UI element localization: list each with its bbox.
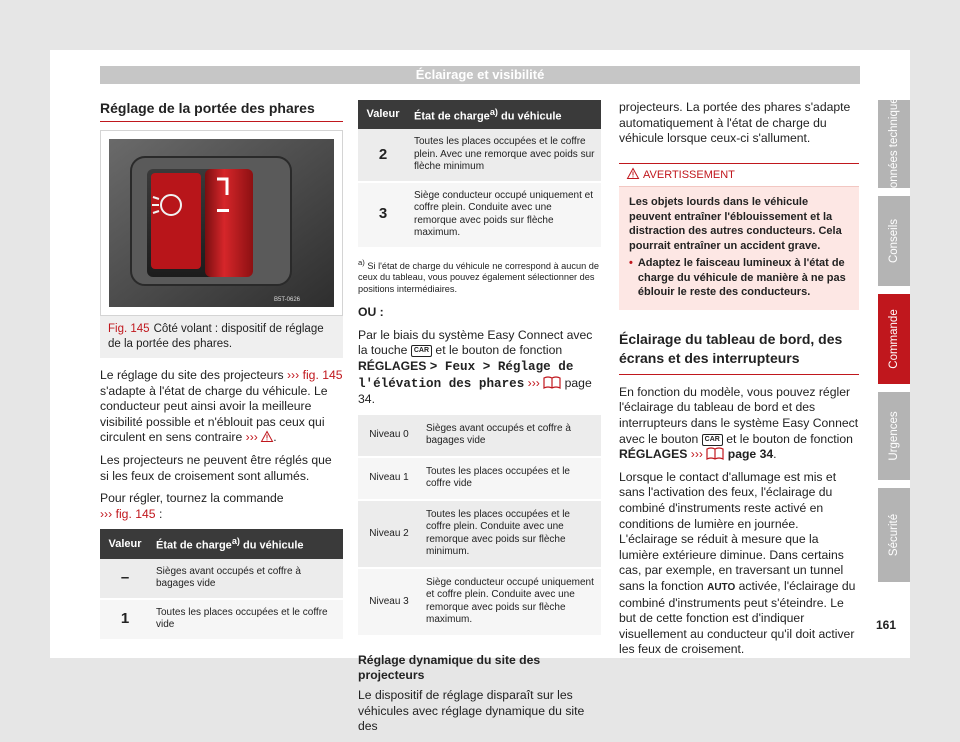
paragraph-text: Lorsque le contact d'allumage est mis et sans l'activation des feux, l'éclairage du combiné d'instruments reste activé en conditions de lumière en journée. L'éclairage se réduit à mesure que la lumière extérieure diminue. Dans certains cas, par exemple, en traversant un tunnel sans la fonction <box>619 469 844 593</box>
bullet-icon: • <box>629 257 633 270</box>
value-symbol: 2 <box>358 129 408 182</box>
figure-link[interactable]: fig. 145 <box>115 506 156 521</box>
level-description: Siège conducteur occupé uniquement et coffre plein. Conduite avec une remorque avec poids sur flèche maximum. <box>420 568 601 636</box>
paragraph-text: Pour régler, tournez la commande <box>100 491 284 506</box>
table-header: Valeur <box>100 529 150 558</box>
level-name: Niveau 2 <box>358 500 420 568</box>
adjuster-illustration <box>109 139 334 307</box>
figure-link[interactable]: fig. 145 <box>302 368 343 382</box>
level-name: Niveau 3 <box>358 568 420 636</box>
paragraph: Les projecteurs ne peuvent être réglés que si les feux de croisement sont allumés. <box>100 452 332 483</box>
column-right <box>619 100 859 665</box>
warning-bullet <box>629 256 849 300</box>
level-name: Niveau 1 <box>358 457 420 500</box>
paragraph-text: : <box>158 506 163 521</box>
ref-arrows: ››› <box>100 506 113 521</box>
paragraph: En fonction du modèle, vous pouvez régler l'éclairage du tableau de bord et des interrupteurs dans le système Easy Connect avec le bouton CAR et le bouton de fonction RÉGLAGES ››› page 34. <box>619 384 859 462</box>
footnote <box>358 257 601 296</box>
footnote-ref: a) <box>489 107 498 117</box>
function-button-label: RÉGLAGES <box>358 359 427 373</box>
figure-145 <box>100 130 343 316</box>
table-header-text: du véhicule <box>239 540 304 552</box>
table-row <box>100 559 343 599</box>
paragraph-text: activée, l'éclairage du combiné d'instruments peut s'éteindre. Le but de cette fonction est d'indiquer visuellement au conducteur qu'il doit activer les feux de croisement. <box>619 578 856 657</box>
paragraph-text: s'adapte à l'état de charge du véhicule. Le conducteur peut ainsi avoir la meilleure visibilité possible et n'éblouit pas ceux qui circulent en sens contraire <box>100 383 328 445</box>
paragraph: Le dispositif de réglage disparaît sur les véhicules avec réglage dynamique du site des <box>358 687 585 734</box>
figure-label: Fig. 145 <box>108 323 150 335</box>
section-title: Éclairage du tableau de bord, des écrans et des interrupteurs <box>619 330 859 375</box>
figure-caption <box>100 316 343 358</box>
page-link[interactable]: page 34 <box>358 375 592 407</box>
value-description: Toutes les places occupées et le coffre plein. Avec une remorque avec poids sur flèche minimum <box>408 129 601 182</box>
table-row <box>358 457 601 500</box>
column-left <box>100 100 343 641</box>
paragraph: projecteurs. La portée des phares s'adapte automatiquement à l'état de charge du véhicule lorsque ceux-ci s'allument. <box>619 100 851 146</box>
ref-arrows: ››› <box>527 375 540 390</box>
table-row <box>358 568 601 636</box>
value-description: Sièges avant occupés et coffre à bagages vide <box>150 559 343 599</box>
page-header: Éclairage et visibilité <box>100 66 860 84</box>
page-number: 161 <box>876 618 897 632</box>
table-header-text: État de charge <box>156 540 232 552</box>
car-button-icon: CAR <box>411 345 432 357</box>
figure-caption-text: Côté volant : dispositif de réglage de la portée des phares. <box>108 323 324 350</box>
table-row <box>358 500 601 568</box>
book-icon[interactable] <box>706 447 724 460</box>
side-tab-label: Conseils <box>888 218 900 264</box>
book-icon[interactable] <box>543 376 561 389</box>
headlight-adjuster-photo <box>109 139 334 307</box>
function-button-label: RÉGLAGES <box>619 447 688 462</box>
level-description: Toutes les places occupées et le coffre plein. Conduite avec une remorque avec poids sur flèche minimum. <box>420 500 601 568</box>
paragraph-text: Par le biais du système Easy Connect avec la touche <box>358 327 593 358</box>
paragraph-text: Le réglage du site des projecteurs <box>100 368 284 382</box>
table-row <box>358 129 601 182</box>
footnote-mark: a) <box>358 257 365 267</box>
footnote-text: Si l'état de charge du véhicule ne correspond à aucun de ceux du tableau, vous pouvez également sélectionner des positions intermédiaires. <box>358 260 599 294</box>
car-button-icon: CAR <box>702 434 723 446</box>
auto-symbol: AUTO <box>707 581 736 593</box>
table-row <box>100 599 343 640</box>
level-description: Toutes les places occupées et le coffre vide <box>420 457 601 500</box>
table-row <box>358 182 601 248</box>
value-symbol: 1 <box>100 599 150 640</box>
side-tab-operation[interactable] <box>878 294 910 384</box>
paragraph: Par le biais du système Easy Connect avec la touche CAR et le bouton de fonction RÉGLAGES > Feux > Réglage de l'élévation des phares ››› page 34. <box>358 327 593 407</box>
load-value-table <box>100 529 343 640</box>
warning-header <box>619 164 859 188</box>
paragraph-text: et le bouton de fonction <box>435 343 563 358</box>
level-table <box>358 415 601 637</box>
footnote-ref: a) <box>231 536 240 547</box>
table-header <box>408 100 601 129</box>
section-title: Réglage de la portée des phares <box>100 100 343 122</box>
table-header <box>150 529 343 558</box>
load-value-table-continued <box>358 100 601 249</box>
level-description: Sièges avant occupés et coffre à bagages vide <box>420 415 601 457</box>
side-tab-safety[interactable] <box>878 488 910 582</box>
ref-arrows: ››› <box>245 430 258 445</box>
side-tab-label: Commande <box>888 309 900 369</box>
side-tab-label: Données techniques <box>888 91 900 197</box>
warning-text: Les objets lourds dans le véhicule peuvent entraîner l'éblouissement et la distraction des autres conducteurs. Cela pourrait entraîner un accident grave. <box>629 196 842 252</box>
warning-icon <box>627 168 639 179</box>
value-description: Toutes les places occupées et le coffre vide <box>150 599 343 640</box>
column-middle <box>358 100 601 742</box>
paragraph <box>100 491 343 522</box>
paragraph <box>619 470 859 658</box>
page-link[interactable]: page 34 <box>727 447 774 462</box>
paragraph-text: En fonction du modèle, vous pouvez régler l'éclairage du tableau de bord et des interrupteurs dans le système Easy Connect avec le bouton <box>619 384 859 446</box>
or-label: OU : <box>358 305 384 320</box>
warning-bullet-text: Adaptez le faisceau lumineux à l'état de charge du véhicule de manière à ne pas éblouir le reste des conducteurs. <box>637 257 846 299</box>
warning-title: AVERTISSEMENT <box>643 168 735 181</box>
ref-arrows: ››› <box>690 447 703 462</box>
value-description: Siège conducteur occupé uniquement et coffre plein. Conduite avec une remorque avec poids sur flèche maximum. <box>408 182 601 248</box>
value-symbol: – <box>100 559 150 599</box>
side-tab-label: Sécurité <box>888 513 900 557</box>
photo-code: B5T-0626 <box>274 297 301 303</box>
table-header: Valeur <box>358 100 408 129</box>
menu-path: > Feux > Réglage de l'élévation des phares <box>358 360 574 391</box>
table-header-text: État de charge <box>414 110 490 123</box>
warning-icon[interactable] <box>261 431 273 442</box>
table-header-text: du véhicule <box>497 110 562 123</box>
warning-box <box>619 163 859 310</box>
paragraph: Le réglage du site des projecteurs ››› fig. 145 s'adapte à l'état de charge du véhicule. Le conducteur peut ainsi avoir la meilleure visibilité possible et n'éblouit pas ceux qui circulent en sens contraire ››› . <box>100 368 343 445</box>
level-name: Niveau 0 <box>358 415 420 457</box>
ref-arrows: ››› <box>287 368 300 382</box>
side-tab-advice[interactable] <box>878 196 910 286</box>
value-symbol: 3 <box>358 182 408 248</box>
warning-body <box>619 187 859 310</box>
side-tab-emergencies[interactable] <box>878 392 910 480</box>
side-tab-label: Urgences <box>888 411 900 461</box>
subheading: Réglage dynamique du site des projecteurs <box>358 652 541 683</box>
table-row <box>358 415 601 457</box>
side-tab-technical-data[interactable] <box>878 91 910 197</box>
paragraph-text: et le bouton de fonction <box>726 431 853 446</box>
